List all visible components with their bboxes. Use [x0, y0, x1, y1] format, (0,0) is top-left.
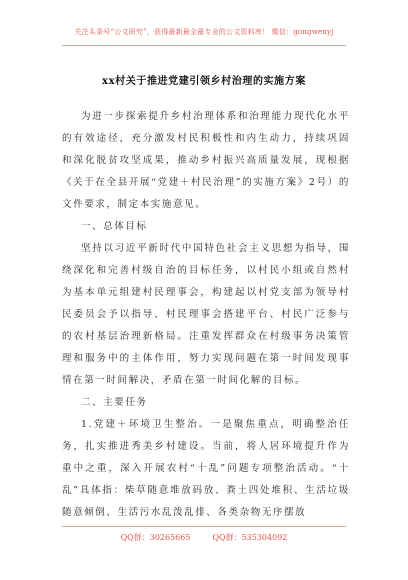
section-heading-goals: 一、总体目标 [81, 221, 148, 232]
document-body [62, 106, 350, 524]
intro-paragraph: 为进一步探索提升乡村治理体系和治理能力现代化水平的有效途径，充分激发村民积极性和内生动力，持续巩固和深化脱贫攻坚成果，推动乡村振兴高质量发展，现根据《关于在全县开展“党建＋村民治理”的实施方案》2号）的文件要求，制定本实施意见。 [62, 111, 350, 210]
footer-qq-group-1: QQ群：30265665 [120, 533, 191, 542]
section-heading-tasks: 二、主要任务 [81, 397, 148, 408]
footer-qq-group-2: QQ群：535304092 [212, 533, 288, 542]
footer-divider [62, 526, 346, 527]
footer [0, 532, 408, 543]
header-banner: 关注头条号“公文研究”，获得最新最全最专业的公文资料库！ 微信：gongwenyj [74, 28, 334, 36]
header-divider [62, 45, 346, 46]
goals-paragraph: 坚持以习近平新时代中国特色社会主义思想为指导，围绕深化和完善村级自治的目标任务，以村民小组或自然村为基本单元组建村民理事会，构建起以村党支部为领导村民委员会予以指导、村民理事会搭建平台、村民广泛参与的农村基层治理新格局。注重发挥群众在村级事务决策管理和服务中的主体作用，努力实现问题在第一时间发现事情在第一时间解决，矛盾在第一时间化解的目标。 [62, 243, 350, 386]
tasks-paragraph: 1.党建＋环境卫生整治。一是聚焦重点，明确整治任务，扎实推进秀美乡村建设。当前，将人居环境提升作为重中之重，深入开展农村“十乱”问题专项整治活动。“十乱”具体指：柴草随意堆放码放、粪土四处堆积、生活垃圾随意倾倒、生活污水乱泼乱排、各类杂物无序摆放 [62, 419, 350, 518]
document-title: xx村关于推进党建引领乡村治理的实施方案 [102, 76, 306, 87]
